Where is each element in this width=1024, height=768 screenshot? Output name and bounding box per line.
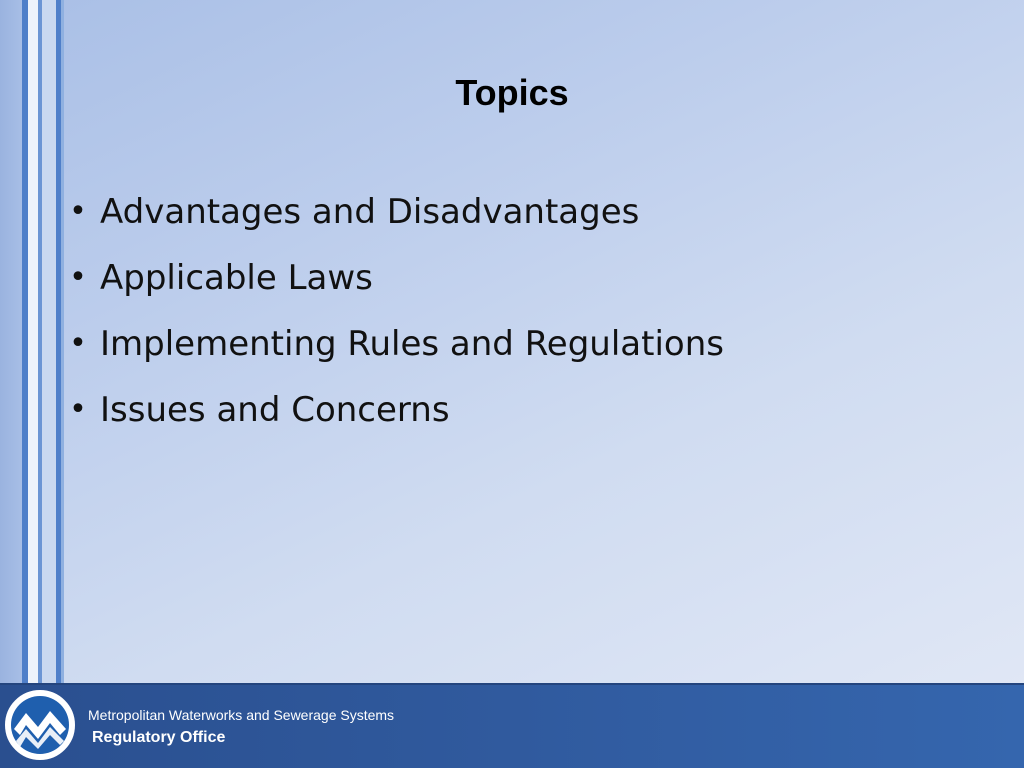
- bullet-item: [56, 186, 724, 252]
- footer-bar: [0, 683, 1024, 768]
- mwss-logo-icon: [4, 689, 76, 761]
- bullet-text: Advantages and Disadvantages: [100, 192, 640, 232]
- bullet-icon: •: [69, 326, 87, 361]
- bullet-item: [56, 318, 724, 384]
- bullet-icon: •: [69, 260, 87, 295]
- office-name: Regulatory Office: [92, 729, 226, 746]
- bullet-item: [56, 252, 724, 318]
- bullet-text: Applicable Laws: [100, 258, 373, 298]
- bullet-icon: •: [69, 194, 87, 229]
- bullet-text: Issues and Concerns: [100, 390, 450, 430]
- bullet-text: Implementing Rules and Regulations: [100, 324, 724, 364]
- bullet-icon: •: [69, 392, 87, 427]
- slide-title: Topics: [455, 72, 569, 113]
- bullet-list: [56, 186, 724, 450]
- bullet-item: [56, 384, 724, 450]
- organization-name: Metropolitan Waterworks and Sewerage Systems: [88, 707, 395, 723]
